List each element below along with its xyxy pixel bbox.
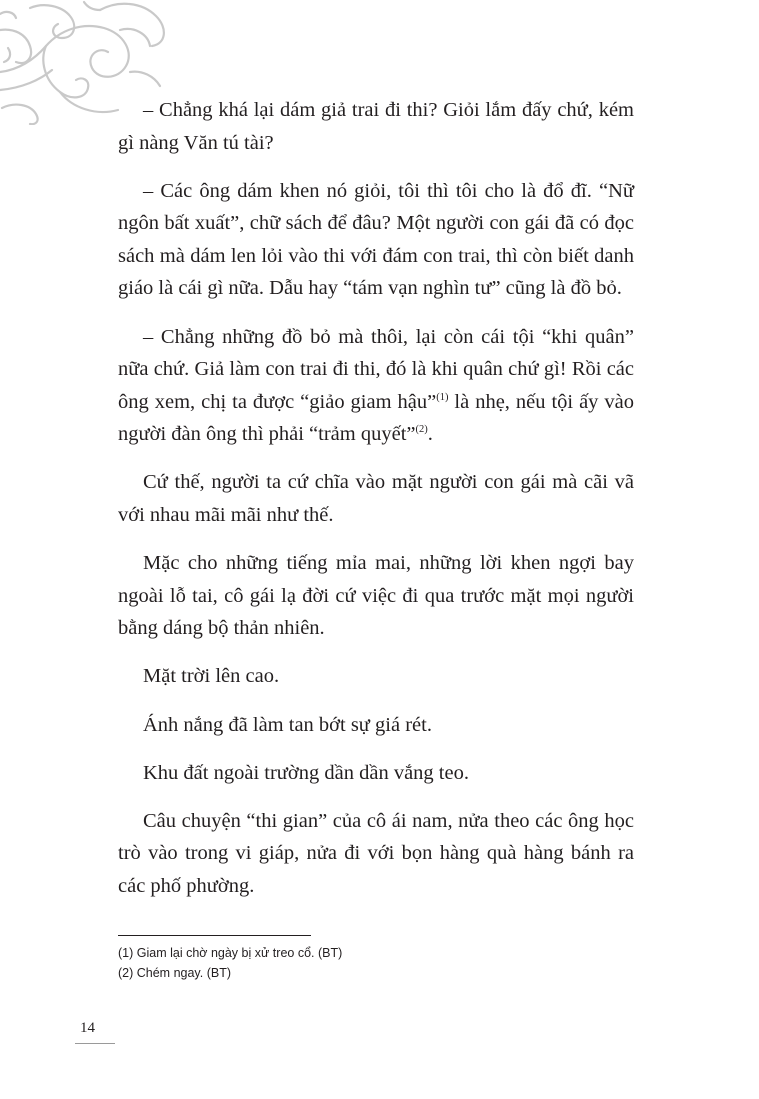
paragraph: Ánh nắng đã làm tan bớt sự giá rét.: [143, 713, 432, 736]
footnote: (1) Giam lại chờ ngày bị xử treo cổ. (BT): [118, 946, 343, 960]
paragraph-text: – Chẳng những đồ bỏ mà thôi, lại còn cái tội “khi quân” nữa chứ. Giả làm con trai đi thi, đó là khi quân chứ gì! Rồi các ông xem, chị ta được “giảo giam hậu”: [118, 325, 634, 413]
paragraph: Câu chuyện “thi gian” của cô ái nam, nửa theo các ông học trò vào trong vi giáp, nửa đi với bọn hàng quà hàng bánh ra các phố phường.: [118, 809, 634, 897]
body-text: [118, 94, 634, 918]
footnote-divider: [118, 935, 311, 936]
paragraph: [118, 321, 634, 451]
page-number-rule: [75, 1043, 115, 1044]
footnote: (2) Chém ngay. (BT): [118, 966, 231, 980]
paragraph: – Các ông dám khen nó giỏi, tôi thì tôi cho là đổ đĩ. “Nữ ngôn bất xuất”, chữ sách để đâu? Một người con gái đã có đọc sách mà dám len lỏi vào thi với đám con trai, thì còn biết danh giáo là cái gì nữa. Dẫu hay “tám vạn nghìn tư” cũng là đồ bỏ.: [118, 179, 634, 300]
paragraph: Mặc cho những tiếng mỉa mai, những lời khen ngợi bay ngoài lỗ tai, cô gái lạ đời cứ việc đi qua trước mặt mọi người bằng dáng bộ thản nhiên.: [118, 552, 634, 640]
paragraph: Mặt trời lên cao.: [143, 665, 280, 688]
footnotes: [118, 943, 634, 983]
paragraph: Khu đất ngoài trường dần dần vắng teo.: [143, 761, 469, 784]
footnote-ref: (2): [415, 424, 428, 436]
footnote-ref: (1): [436, 391, 449, 403]
page-number: 14: [80, 1020, 95, 1036]
paragraph: Cứ thế, người ta cứ chĩa vào mặt người con gái mà cãi vã với nhau mãi mãi như thế.: [118, 471, 634, 527]
paragraph-text: là nhẹ, nếu tội ấy vào người đàn ông thì phải “trảm quyết”: [118, 390, 634, 446]
paragraph-text: .: [427, 423, 433, 446]
paragraph: – Chẳng khá lại dám giả trai đi thi? Giỏi lắm đấy chứ, kém gì nàng Văn tú tài?: [118, 99, 634, 154]
